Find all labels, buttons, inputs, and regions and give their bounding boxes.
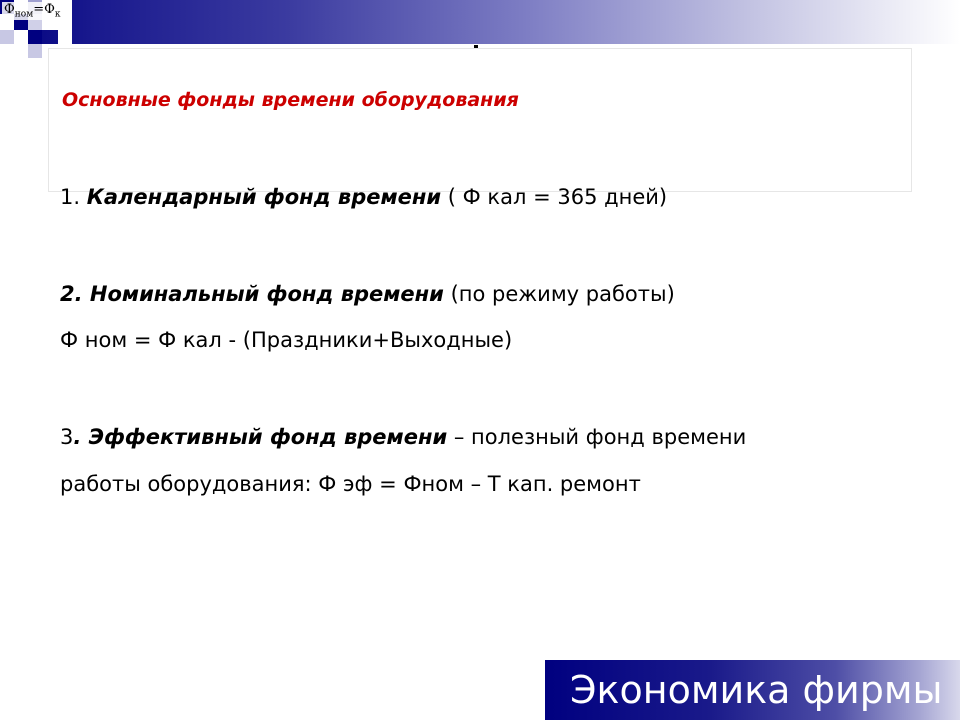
calendar-fund-number: 1.: [60, 185, 87, 209]
formula-equals: =: [33, 2, 45, 17]
formula-phi: Ф: [4, 2, 15, 17]
corner-formula: [2, 2, 63, 20]
title-placeholder-box: [48, 48, 912, 192]
calendar-fund-term: Календарный фонд времени: [86, 185, 442, 209]
nominal-fund-formula: Ф ном = Ф кал - (Праздники+Выходные): [60, 328, 513, 352]
nominal-fund-line: [60, 282, 675, 306]
effective-fund-number: 3: [60, 425, 74, 449]
nominal-fund-note: (по режиму работы): [443, 282, 675, 306]
formula-sub-k: к: [54, 9, 61, 20]
decor-square: [28, 44, 42, 58]
calendar-fund-value: ( Ф кал = 365 дней): [441, 185, 668, 209]
header-gradient-bar: [0, 0, 960, 44]
decor-square: [14, 30, 28, 44]
footer-title: Экономика фирмы: [570, 668, 943, 712]
formula-phi2: Ф: [44, 2, 55, 17]
calendar-fund-line: [60, 185, 667, 209]
decor-square: [28, 30, 42, 44]
effective-fund-line: [60, 425, 746, 449]
slide-title: Основные фонды времени оборудования: [62, 89, 519, 111]
formula-sub-nom: ном: [14, 9, 34, 20]
decor-square: [0, 30, 14, 44]
effective-fund-formula: работы оборудования: Ф эф = Фном – Т кап. ремонт: [60, 472, 641, 496]
effective-fund-term: . Эффективный фонд времени: [73, 425, 448, 449]
nominal-fund-term: 2. Номинальный фонд времени: [60, 282, 444, 306]
effective-fund-desc: – полезный фонд времени: [447, 425, 747, 449]
decor-square: [14, 44, 28, 58]
